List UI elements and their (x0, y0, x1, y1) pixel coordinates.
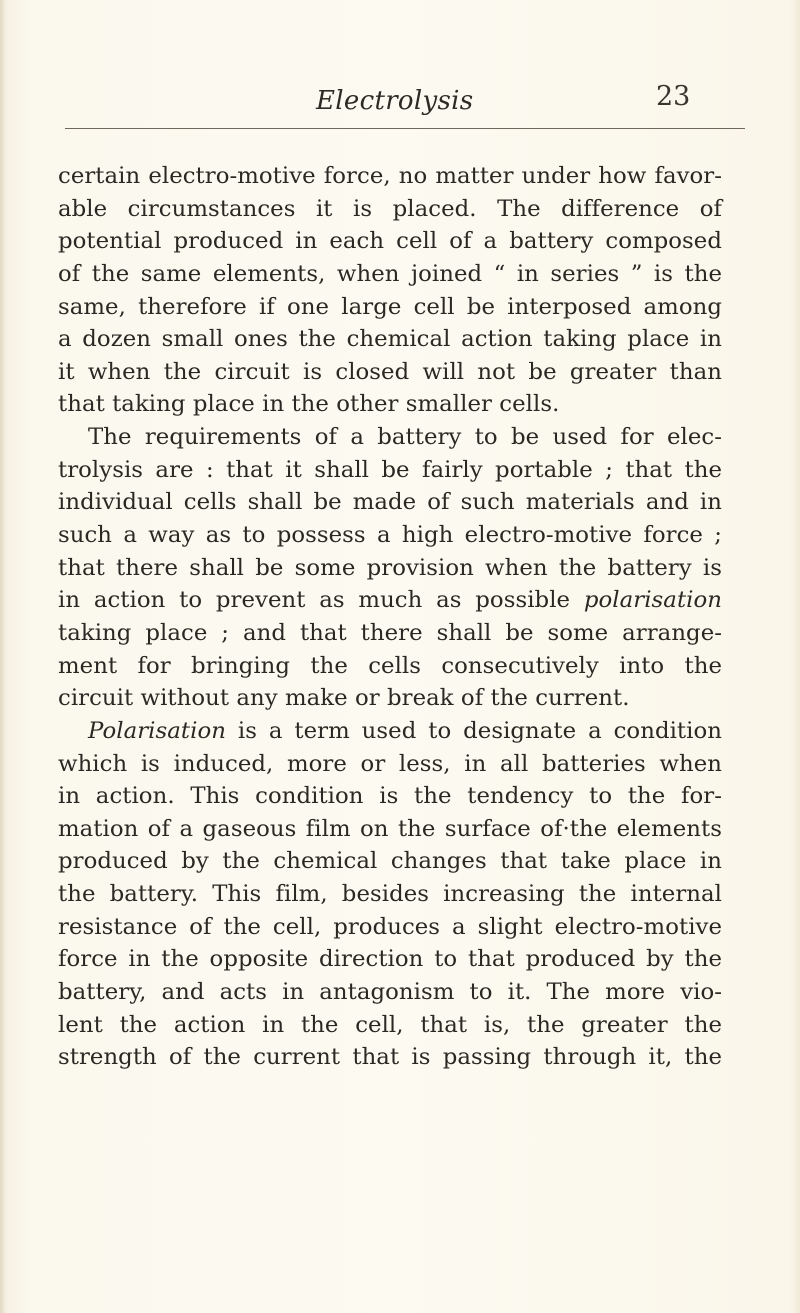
text-line: in action. This condition is the tendency to the for- (58, 783, 722, 810)
text-line: such a way as to possess a high electro-motive force ; (58, 522, 722, 549)
text-line: individual cells shall be made of such materials and in (58, 489, 722, 516)
header-rule (65, 128, 745, 129)
text-line: that there shall be some provision when the battery is (58, 554, 722, 581)
page-edge-shadow (0, 0, 6, 1313)
text-line: ment for bringing the cells consecutively into the (58, 652, 722, 679)
text-line: produced by the chemical changes that take place in (58, 848, 722, 875)
page-number: 23 (656, 81, 691, 112)
text-line: that taking place in the other smaller cells. (58, 391, 560, 418)
text-line: same, therefore if one large cell be interposed among (58, 293, 722, 320)
text-line: mation of a gaseous film on the surface of·the elements (58, 815, 722, 842)
text-line: battery, and acts in antagonism to it. The more vio- (58, 979, 722, 1006)
text-line: it when the circuit is closed will not be greater than (58, 358, 722, 385)
text-line: which is induced, more or less, in all batteries when (58, 750, 722, 777)
text-line-mixed (58, 584, 722, 617)
text-line: lent the action in the cell, that is, the greater the (58, 1011, 722, 1038)
text-segment: in action to prevent as much as possible (58, 587, 571, 614)
text-line: able circumstances it is placed. The difference of (58, 195, 722, 222)
text-line: a dozen small ones the chemical action taking place in (58, 326, 722, 353)
text-line: resistance of the cell, produces a slight electro-motive (58, 913, 722, 940)
text-line-mixed (58, 715, 722, 748)
italic-term: Polarisation (88, 717, 226, 744)
running-head-title: Electrolysis (316, 86, 474, 116)
text-line: potential produced in each cell of a battery composed (58, 228, 722, 255)
text-segment: is a term used to designate a condition (225, 717, 722, 744)
text-line: of the same elements, when joined “ in series ” is the (58, 260, 722, 287)
text-line: The requirements of a battery to be used for elec- (88, 424, 722, 451)
body-text (58, 160, 722, 1074)
text-line: trolysis are : that it shall be fairly portable ; that the (58, 456, 722, 483)
text-line: the battery. This film, besides increasing the internal (58, 881, 722, 908)
italic-term: polarisation (583, 587, 722, 614)
text-line: force in the opposite direction to that produced by the (58, 946, 722, 973)
text-line: circuit without any make or break of the current. (58, 685, 630, 712)
text-line: taking place ; and that there shall be some arrange- (58, 619, 722, 646)
text-line: certain electro-motive force, no matter under how favor- (58, 163, 722, 189)
text-line: strength of the current that is passing through it, the (58, 1044, 722, 1071)
